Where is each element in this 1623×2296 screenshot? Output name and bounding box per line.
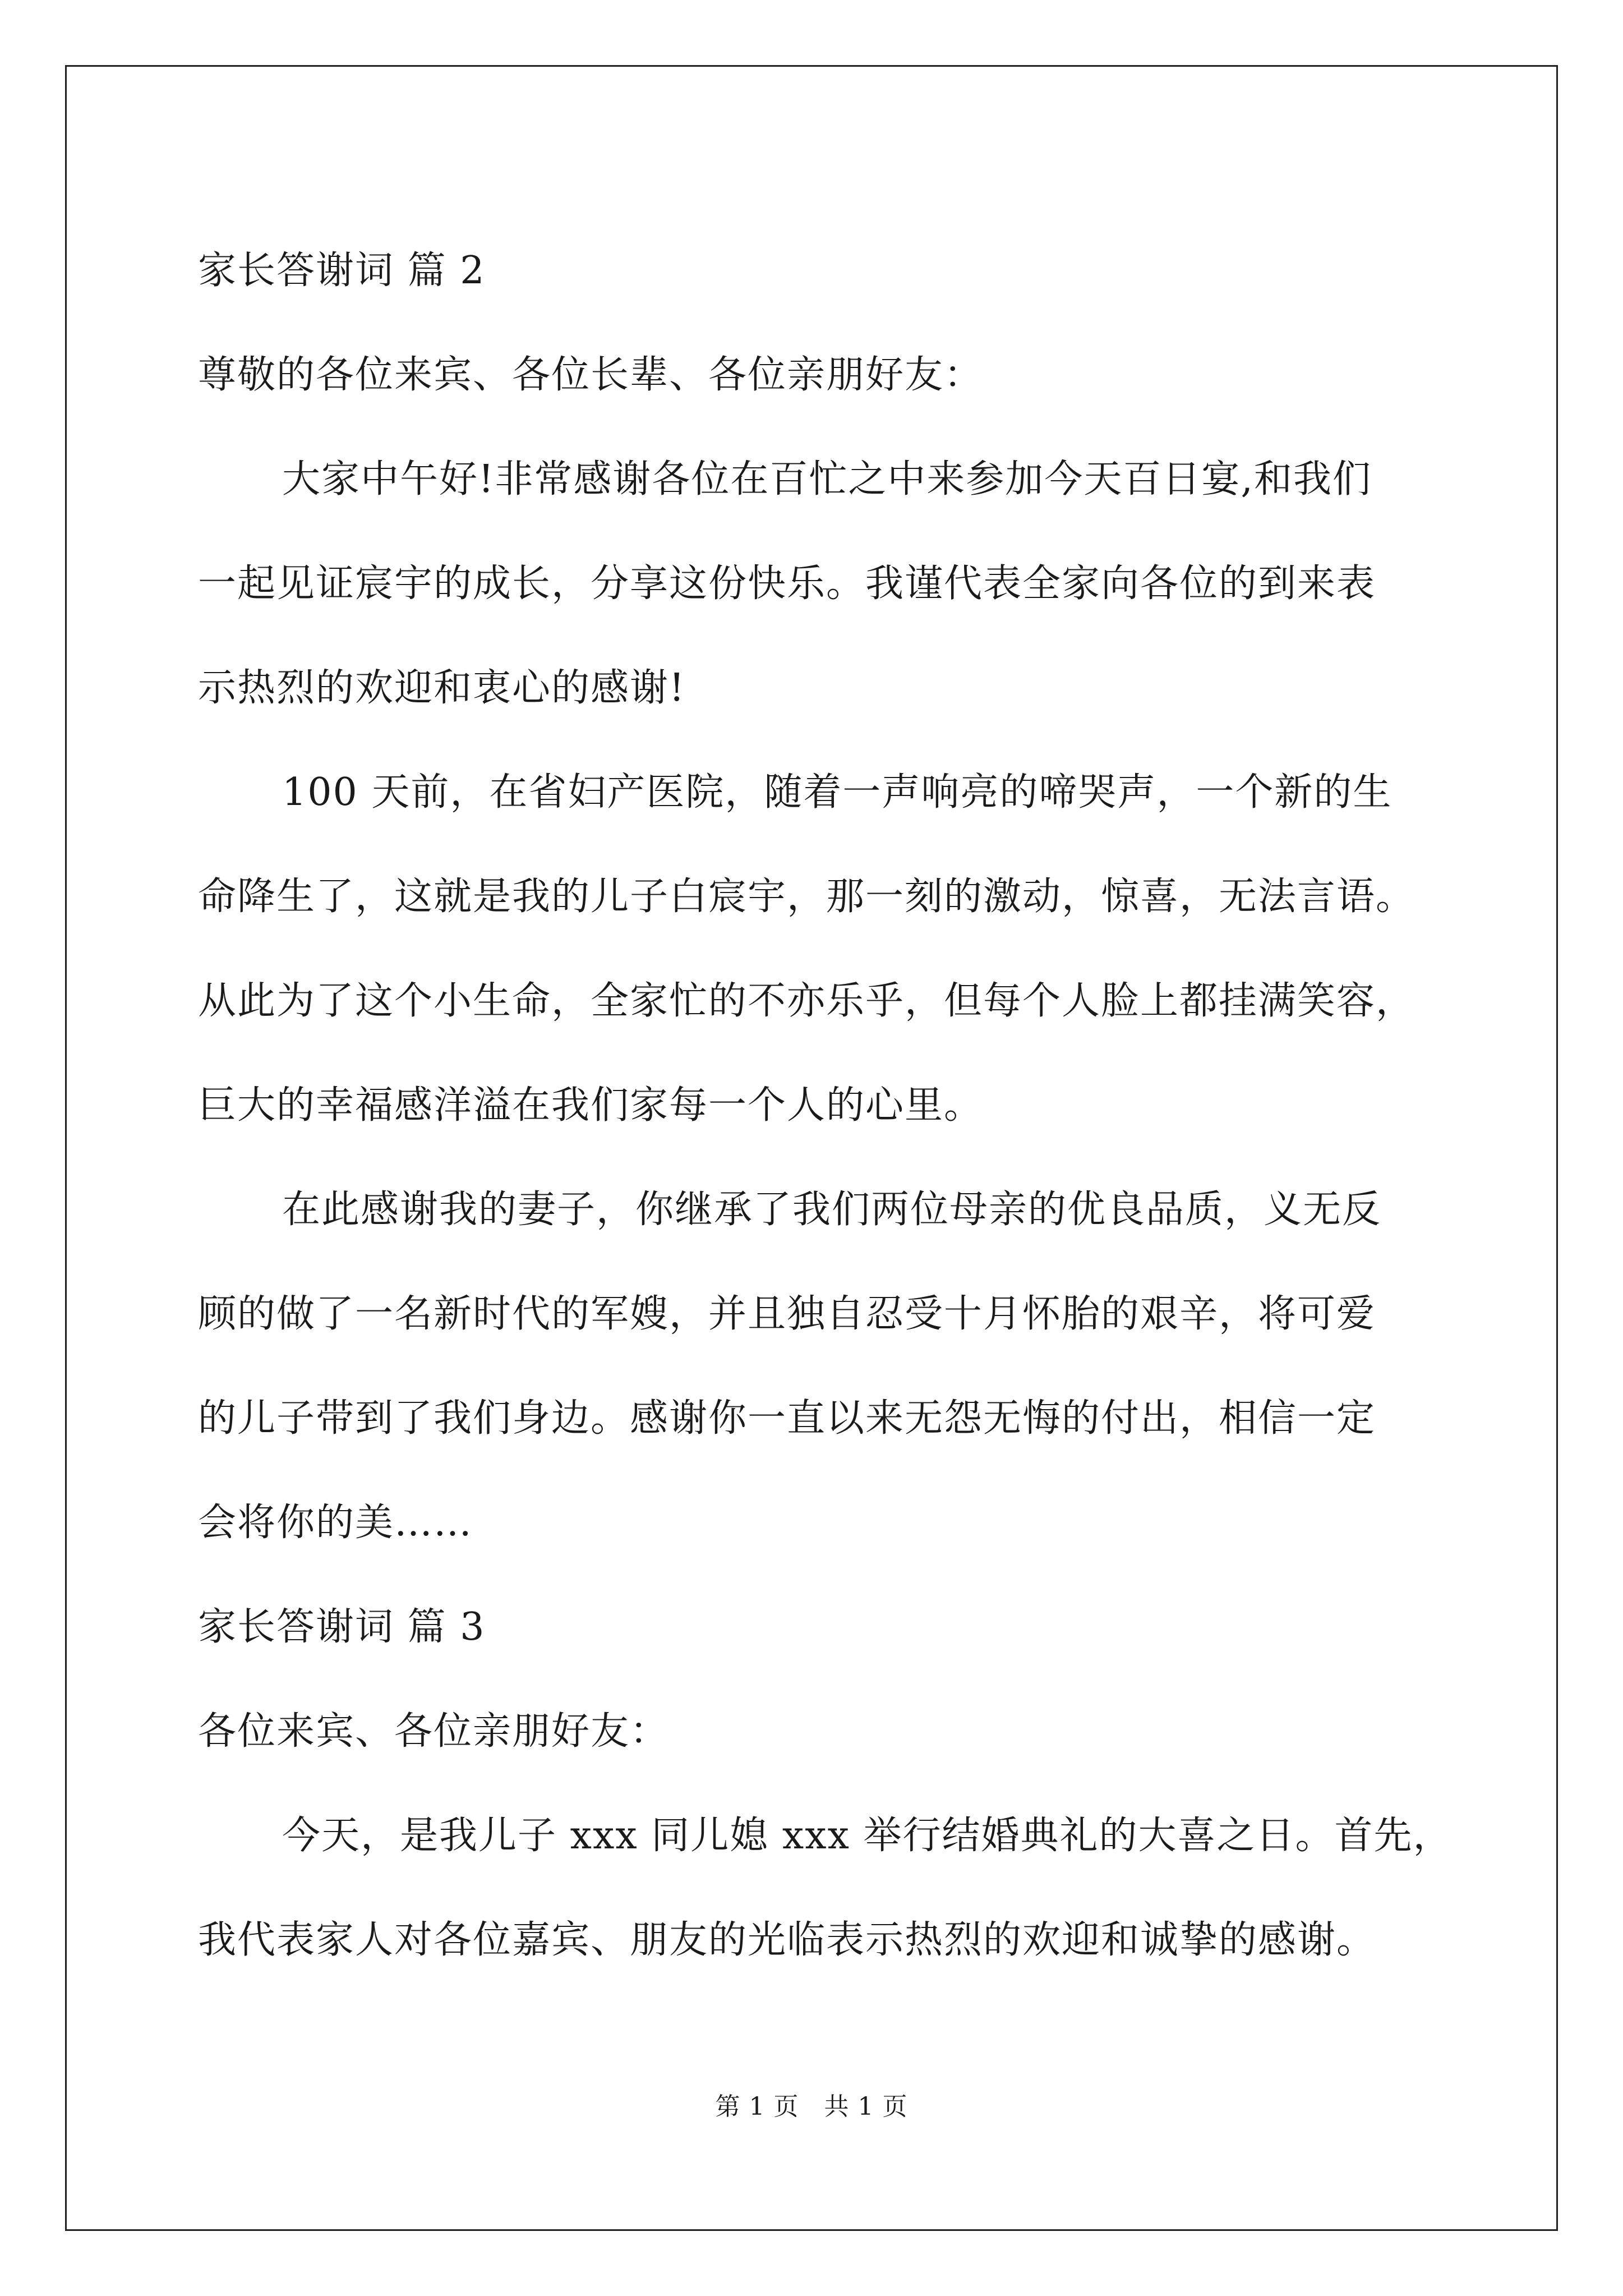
section-heading: 家长答谢词 篇 2 bbox=[198, 249, 486, 293]
paragraph-line: 示热烈的欢迎和衷心的感谢! bbox=[198, 666, 686, 710]
paragraph-line: 从此为了这个小生命，全家忙的不亦乐乎，但每个人脸上都挂满笑容， bbox=[198, 979, 1415, 1023]
paragraph-line: 会将你的美…… bbox=[198, 1501, 473, 1545]
paragraph-line: 在此感谢我的妻子，你继承了我们两位母亲的优良品质，义无反 bbox=[282, 1188, 1382, 1232]
paragraph-line: 巨大的幸福感洋溢在我们家每一个人的心里。 bbox=[198, 1083, 984, 1128]
page-number-footer: 第 1 页 共 1 页 bbox=[715, 2092, 908, 2121]
paragraph-line: 100 天前，在省妇产医院，随着一声响亮的啼哭声，一个新的生 bbox=[282, 770, 1393, 815]
section-heading: 家长答谢词 篇 3 bbox=[198, 1605, 486, 1649]
salutation: 尊敬的各位来宾、各位长辈、各位亲朋好友： bbox=[198, 353, 984, 397]
salutation: 各位来宾、各位亲朋好友： bbox=[198, 1709, 670, 1754]
paragraph-line: 大家中午好!非常感谢各位在百忙之中来参加今天百日宴,和我们 bbox=[282, 457, 1372, 501]
paragraph-line: 一起见证宸宇的成长，分享这份快乐。我谨代表全家向各位的到来表 bbox=[198, 562, 1376, 606]
paragraph-line: 命降生了，这就是我的儿子白宸宇，那一刻的激动，惊喜，无法言语。 bbox=[198, 875, 1415, 919]
document-body bbox=[198, 219, 1453, 1993]
paragraph-line: 今天，是我儿子 xxx 同儿媳 xxx 举行结婚典礼的大喜之日。首先， bbox=[282, 1814, 1453, 1858]
paragraph-line: 我代表家人对各位嘉宾、朋友的光临表示热烈的欢迎和诚挚的感谢。 bbox=[198, 1918, 1376, 1962]
paragraph-line: 的儿子带到了我们身边。感谢你一直以来无怨无悔的付出，相信一定 bbox=[198, 1396, 1376, 1441]
paragraph-line: 顾的做了一名新时代的军嫂，并且独自忍受十月怀胎的艰辛，将可爱 bbox=[198, 1292, 1376, 1336]
